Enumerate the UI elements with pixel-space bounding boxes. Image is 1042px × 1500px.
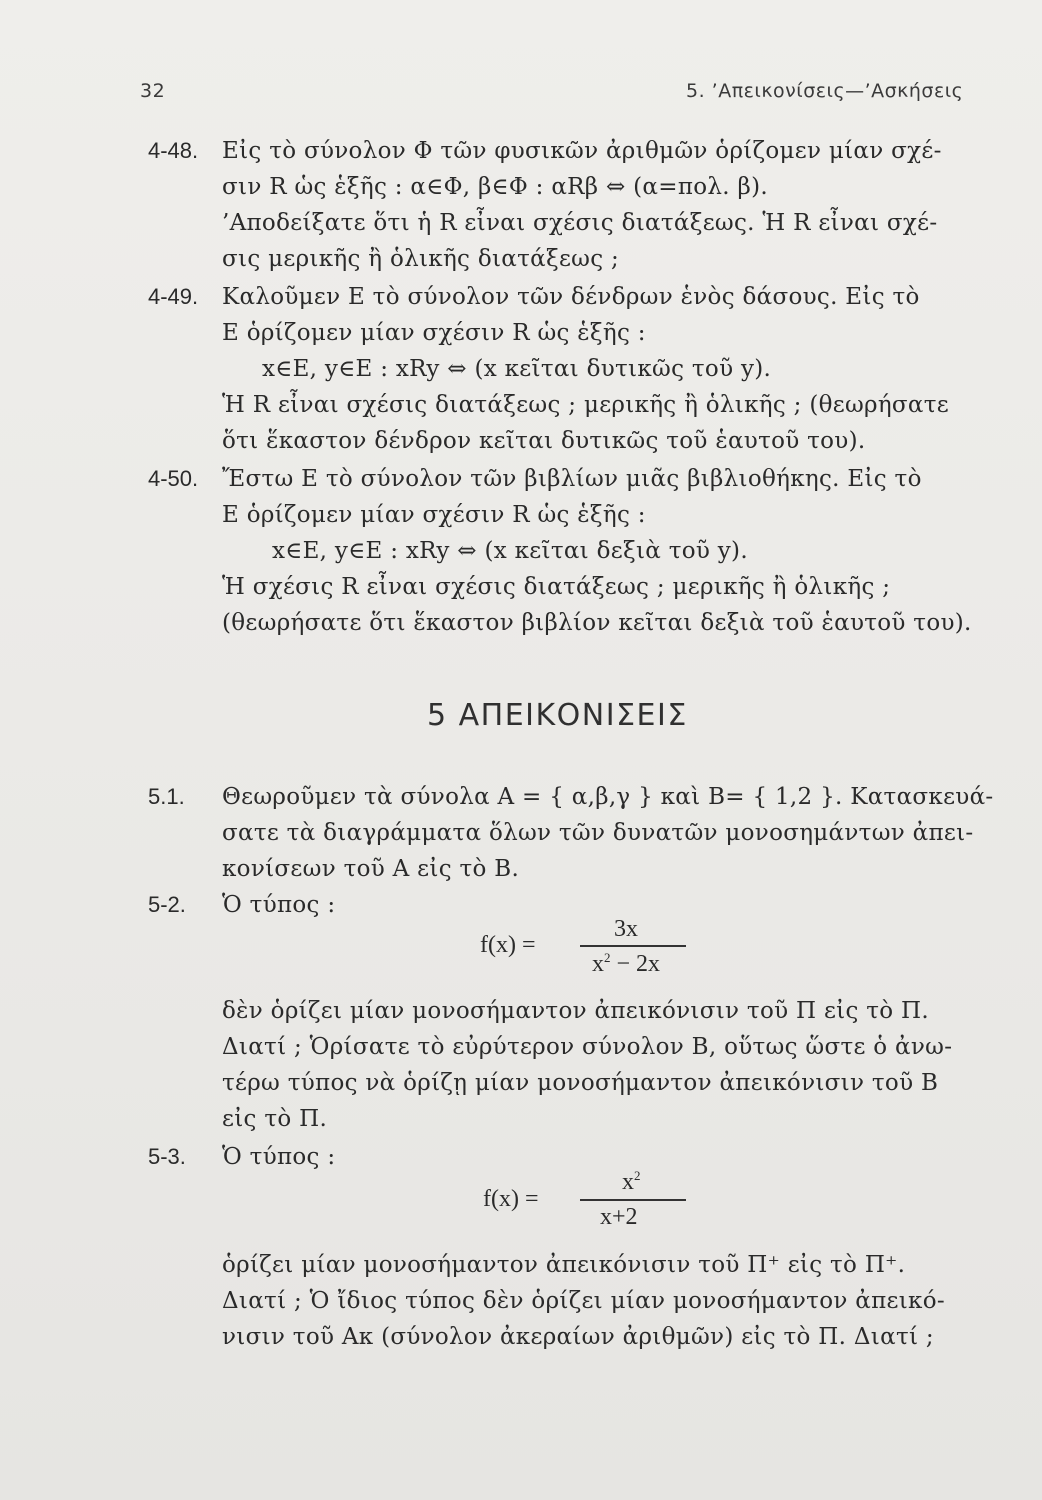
exercise-number: 5-3. bbox=[148, 1144, 186, 1169]
section-title: 5 ΑΠΕΙΚΟΝΙΣΕΙΣ bbox=[427, 698, 688, 733]
fraction-bar bbox=[580, 945, 686, 947]
text-line: Ἔστω E τὸ σύνολον τῶν βιβλίων μιᾶς βιβλιοθήκης. Εἰς τὸ bbox=[222, 466, 922, 492]
text-line: (θεωρήσατε ὅτι ἕκαστον βιβλίον κεῖται δεξιὰ τοῦ ἑαυτοῦ του). bbox=[222, 610, 972, 636]
text-line: κονίσεων τοῦ A εἰς τὸ B. bbox=[222, 856, 520, 882]
formula-numerator: $x^2$ bbox=[622, 1168, 641, 1195]
fraction-bar bbox=[580, 1199, 686, 1201]
text-line: Ἡ σχέσις R εἶναι σχέσις διατάξεως ; μερικῆς ἢ ὁλικῆς ; bbox=[222, 574, 891, 600]
text-line: σις μερικῆς ἢ ὁλικῆς διατάξεως ; bbox=[222, 246, 620, 272]
text-line: ὁρίζει μίαν μονοσήμαντον ἀπεικόνισιν τοῦ Π⁺ εἰς τὸ Π⁺. bbox=[222, 1252, 906, 1278]
page-number: 32 bbox=[140, 80, 166, 102]
formula-intro: Ὁ τύπος : bbox=[222, 892, 336, 918]
formula-denominator: $x^2 - 2x$ bbox=[592, 950, 661, 977]
text-line: εἰς τὸ Π. bbox=[222, 1106, 328, 1132]
text-line: δὲν ὁρίζει μίαν μονοσήμαντον ἀπεικόνισιν τοῦ Π εἰς τὸ Π. bbox=[222, 998, 930, 1024]
text-line: σιν R ὡς ἑξῆς : α∈Φ, β∈Φ : αRβ ⇔ (α=πολ. β). bbox=[222, 174, 768, 200]
text-line: x∈E, y∈E : xRy ⇔ (x κεῖται δεξιὰ τοῦ y). bbox=[272, 538, 748, 564]
text-line: E ὁρίζομεν μίαν σχέσιν R ὡς ἑξῆς : bbox=[222, 320, 646, 346]
text-line: Εἰς τὸ σύνολον Φ τῶν φυσικῶν ἀριθμῶν ὁρίζομεν μίαν σχέ- bbox=[222, 138, 942, 164]
text-line: Ἡ R εἶναι σχέσις διατάξεως ; μερικῆς ἢ ὁλικῆς ; (θεωρήσατε bbox=[222, 392, 949, 418]
text-line: τέρω τύπος νὰ ὁρίζῃ μίαν μονοσήμαντον ἀπεικόνισιν τοῦ B bbox=[222, 1070, 939, 1096]
formula-denominator: x+2 bbox=[600, 1204, 638, 1230]
formula-intro: Ὁ τύπος : bbox=[222, 1144, 336, 1170]
text-line: σατε τὰ διαγράμματα ὅλων τῶν δυνατῶν μονοσημάντων ἀπει- bbox=[222, 820, 974, 846]
text-line: x∈E, y∈E : xRy ⇔ (x κεῖται δυτικῶς τοῦ y). bbox=[262, 356, 772, 382]
exercise-number: 4-49. bbox=[148, 284, 199, 309]
running-title: 5. ’Απεικονίσεις—’Ασκήσεις bbox=[686, 80, 964, 102]
text-line: ὅτι ἕκαστον δένδρον κεῖται δυτικῶς τοῦ ἑαυτοῦ του). bbox=[222, 428, 866, 454]
formula-lhs: f(x) = bbox=[480, 932, 536, 958]
text-line: Θεωροῦμεν τὰ σύνολα A = { α,β,γ } καὶ B= { 1,2 }. Κατασκευά- bbox=[222, 784, 994, 810]
text-line: Διατί ; Ὁρίσατε τὸ εὐρύτερον σύνολον B, οὕτως ὥστε ὁ ἀνω- bbox=[222, 1034, 953, 1060]
formula-numerator: 3x bbox=[614, 916, 638, 942]
exercise-number: 5.1. bbox=[148, 784, 185, 809]
exercise-number: 5-2. bbox=[148, 892, 186, 917]
text-line: Καλοῦμεν E τὸ σύνολον τῶν δένδρων ἑνὸς δάσους. Εἰς τὸ bbox=[222, 284, 920, 310]
text-line: ’Αποδείξατε ὅτι ἡ R εἶναι σχέσις διατάξεως. Ἡ R εἶναι σχέ- bbox=[222, 210, 938, 236]
text-line: Διατί ; Ὁ ἴδιος τύπος δὲν ὁρίζει μίαν μονοσήμαντον ἀπεικό- bbox=[222, 1288, 945, 1314]
exercise-number: 4-48. bbox=[148, 138, 199, 163]
exercise-number: 4-50. bbox=[148, 466, 199, 491]
formula-lhs: f(x) = bbox=[483, 1186, 539, 1212]
text-line: νισιν τοῦ Aκ (σύνολον ἀκεραίων ἀριθμῶν) εἰς τὸ Π. Διατί ; bbox=[222, 1324, 934, 1350]
text-line: E ὁρίζομεν μίαν σχέσιν R ὡς ἑξῆς : bbox=[222, 502, 646, 528]
